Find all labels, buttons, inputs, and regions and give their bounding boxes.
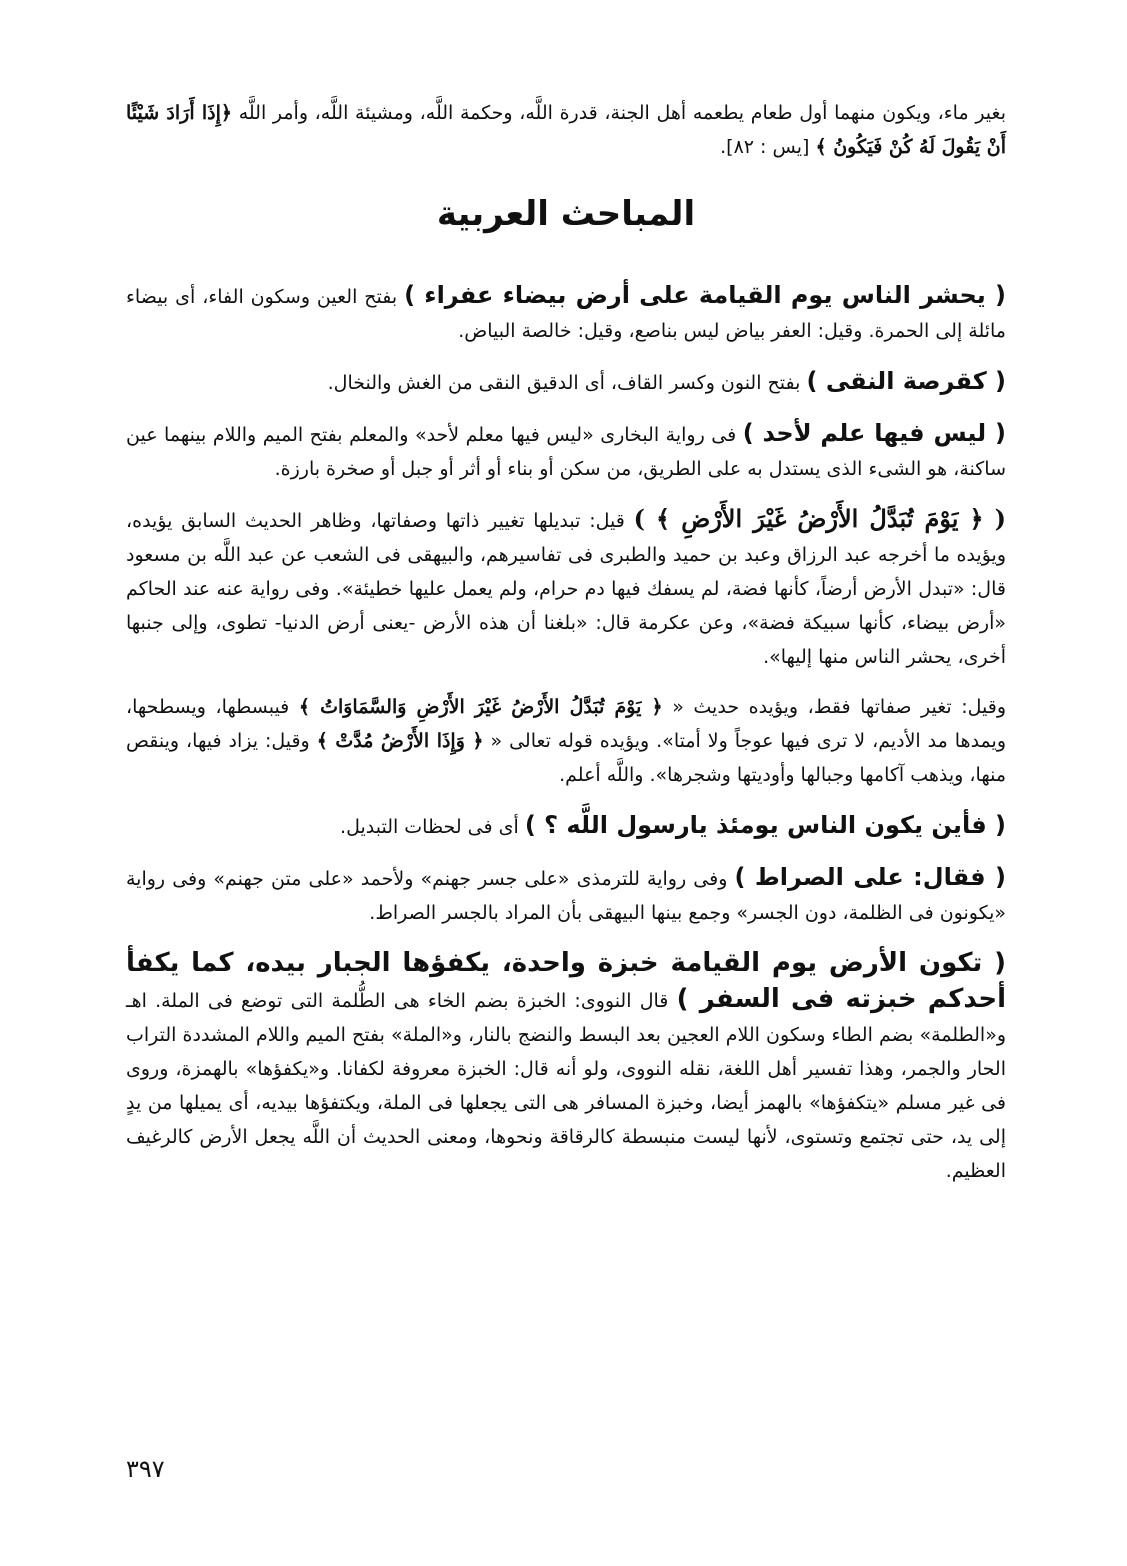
lemma-heading: ( فقال: على الصراط ) [734,863,1006,891]
explanation-text: وقيل: يزاد فيها، وينقص منها، ويذهب آكامها وجبالها وأوديتها وشجرها». واللَّه أعلم. [126,730,1006,786]
explanation-text: بفتح النون وكسر القاف، أى الدقيق النقى من الغش والنخال. [327,372,801,394]
section-laysa-fiha-alam [126,416,1006,486]
page-number: ٣٩٧ [126,1455,165,1483]
lemma-heading: ( فأين يكون الناس يومئذ يارسول اللَّه ؟ ) [524,811,1006,839]
intro-text: بغير ماء، ويكون منهما أول طعام يطعمه أهل الجنة، قدرة اللَّه، وحكمة اللَّه، ومشيئة اللَّه، وأمر اللَّه [238,102,1006,124]
explanation-text: بفتح العين وسكون الفاء، أى بيضاء مائلة إلى الحمرة. وقيل: العفر بياض ليس بناصع، وقيل: خالصة البياض. [126,286,1006,342]
explanation-text: قال النووى: الخبزة بضم الخاء هى الطُّلمة التى توضع فى الملة. اهـ و«الطلمة» بضم الطاء وسكون اللام العجين بعد البسط والنضج بالنار، و«الملة» بفتح الميم واللام المشددة التراب الحار والجمر، وهذا تفسير أهل اللغة، نقله النووى، ولو أنه قال: الخبزة معروفة لكفانا. و«يكفؤها» بالهمزة، وروى فى غير مسلم «يتكفؤها» بالهمز أيضا، وخبزة المسافر هى التى يجعلها فى الملة، ويكتفؤها بيديه، أى يميلها من يدٍ إلى يد، حتى تجتمع وتستوى، لأنها ليست منبسطة كالرقاقة ونحوها، ومعنى الحديث أن اللَّه يجعل الأرض كالرغيف العظيم. [126,990,1006,1182]
intro-verse-reference: [يس : ٨٢]. [720,136,810,158]
explanation-text: قيل: تبديلها تغيير ذاتها وصفاتها، وظاهر الحديث السابق يؤيده، ويؤيده ما أخرجه عبد الرزاق وعبد بن حميد والطبرى فى تفاسيرهم، والبيهقى فى الشعب عن عبد اللَّه بن مسعود قال: «تبدل الأرض أرضاً، كأنها فضة، لم يسفك فيها دم حرام، ولم يعمل عليها خطيئة». وفى رواية عنه عند الحاكم «أرض بيضاء، كأنها سبيكة فضة»، وعن عكرمة قال: «بلغنا أن هذه الأرض -يعنى أرض الدنيا- تطوى، وإلى جنبها أخرى، يحشر الناس منها إليها». [126,510,1006,668]
section-qursat-annaqi [126,364,1006,400]
section-ard-afra [126,278,1006,348]
explanation-text: أى فى لحظات التبديل. [340,816,519,838]
lemma-heading: ( كقرصة النقى ) [806,367,1006,395]
section-fa-ayna [126,808,1006,844]
intro-paragraph [126,96,1006,164]
section-title: المباحث العربية [436,194,696,234]
explanation-text: وفى رواية للترمذى «على جسر جهنم» ولأحمد «على متن جهنم» وفى رواية «يكونون فى الظلمة، دون الجسر» وجمع بينها البيهقى بأن المراد بالجسر الصراط. [126,868,1006,924]
lemma-heading: ( يحشر الناس يوم القيامة على أرض بيضاء عفراء ) [404,281,1006,309]
section-yawma-tubaddal [126,502,1006,674]
section-khubza-wahida [126,946,1006,1188]
explanation-text: فيبسطها، ويسطحها، ويمدها مد الأديم، لا ترى فيها عوجاً ولا أمتا». ويؤيده قوله تعالى « [126,696,1006,752]
explanation-text: فى رواية البخارى «ليس فيها معلم لأحد» والمعلم بفتح الميم واللام بينهما عين ساكنة، هو الشىء الذى يستدل به على الطريق، من سكن أو بناء أو أثر أو جبل أو صخرة بارزة. [126,424,1006,480]
lemma-heading: ( ليس فيها علم لأحد ) [742,419,1007,447]
lemma-heading: ( ﴿ يَوْمَ تُبَدَّلُ الأَرْضُ غَيْرَ الأَرْضِ ﴾ ) [633,504,1006,533]
lemma-heading: ( تكون الأرض يوم القيامة خبزة واحدة، يكفؤها الجبار بيده، كما يكفأ أحدكم خبزته فى السفر ) [126,948,1006,1014]
section-taghayyur-sifat [126,690,1006,792]
explanation-text: وقيل: تغير صفاتها فقط، ويؤيده حديث « [672,696,1007,718]
intro-verse: ﴿إِذَا أَرَادَ شَيْئًا أَنْ يَقُولَ لَهُ كُنْ فَيَكُونُ ﴾ [126,102,1006,158]
quran-verse: ﴿ وَإِذَا الأَرْضُ مُدَّتْ ﴾ [316,730,484,752]
quran-verse: ﴿ يَوْمَ تُبَدَّلُ الأَرْضُ غَيْرَ الأَرْضِ وَالسَّمَاوَاتُ ﴾ [298,696,663,718]
section-ala-assirat [126,860,1006,930]
page-body [126,96,1006,1204]
